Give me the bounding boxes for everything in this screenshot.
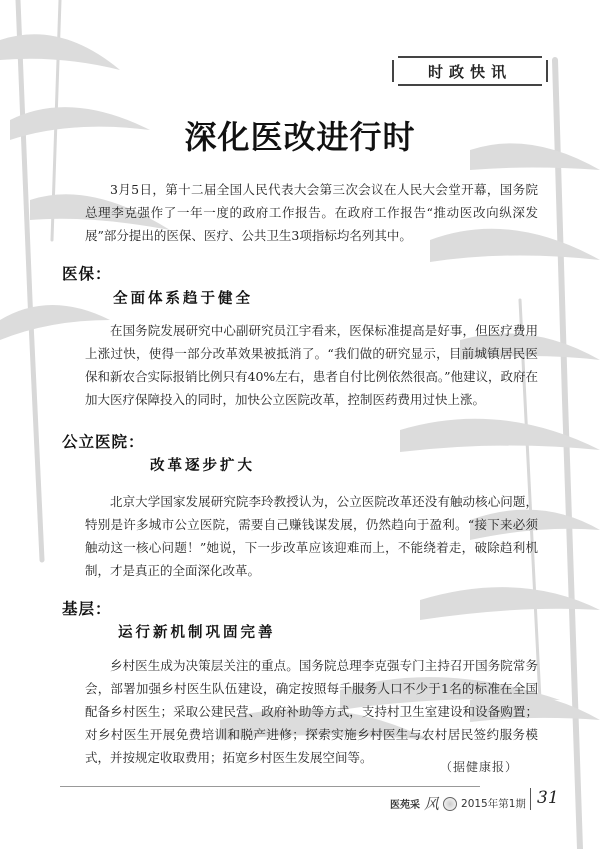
footer-issue: 2015年第1期 (461, 798, 526, 810)
footer-rule (60, 786, 480, 787)
footer-masthead (390, 793, 526, 814)
section-sub-medical-insurance: 全面体系趋于健全 (113, 291, 253, 307)
section-head-grassroots: 基层： (62, 600, 112, 618)
footer-emblem-icon (443, 797, 457, 811)
footer-separator (530, 788, 531, 810)
footer-logo: 风 (424, 795, 440, 813)
footer-brand: 医苑采 (390, 800, 420, 811)
intro-paragraph: 3月5日，第十二届全国人民代表大会第三次会议在人民大会堂开幕，国务院总理李克强作了一年一度的政府工作报告。在政府工作报告“推动医改向纵深发展”部分提出的医保、医疗、公共卫生3项指标均名列其中。 (85, 182, 538, 243)
source-note: （据健康报） (440, 760, 519, 774)
section-head-medical-insurance: 医保： (62, 265, 112, 283)
column-tag: 时政快讯 (398, 56, 542, 86)
section-body-public-hospital: 北京大学国家发展研究院李玲教授认为，公立医院改革还没有触动核心问题，特别是许多城市公立医院，需要自己赚钱谋发展，仍然趋向于盈利。“接下来必须触动这一核心问题！”她说，下一步改革应该迎难而上，不能绕着走，破除趋利机制，才是真正的全面深化改革。 (85, 494, 538, 578)
section-body-grassroots: 乡村医生成为决策层关注的重点。国务院总理李克强专门主持召开国务院常务会，部署加强乡村医生队伍建设，确定按照每千服务人口不少于1名的标准在全国配备乡村医生；采取公建民营、政府补助等方式，支持村卫生室建设和设备购置；对乡村医生开展免费培训和脱产进修；探索实施乡村医生与农村居民签约服务模式，并按规定收取费用；拓宽乡村医生发展空间等。 (85, 658, 538, 765)
section-head-public-hospital: 公立医院： (62, 433, 145, 451)
section-body-medical-insurance: 在国务院发展研究中心副研究员江宇看来，医保标准提高是好事，但医疗费用上涨过快，使得一部分改革效果被抵消了。“我们做的研究显示，目前城镇居民医保和新农合实际报销比例只有40%左右，患者自付比例依然很高。”他建议，政府在加大医疗保障投入的同时，加快公立医院改革，控制医药费用过快上涨。 (85, 323, 538, 407)
page-number: 31 (537, 788, 559, 808)
section-sub-grassroots: 运行新机制巩固完善 (118, 625, 276, 641)
article-title: 深化医改进行时 (184, 118, 416, 156)
section-sub-public-hospital: 改革逐步扩大 (150, 458, 255, 474)
